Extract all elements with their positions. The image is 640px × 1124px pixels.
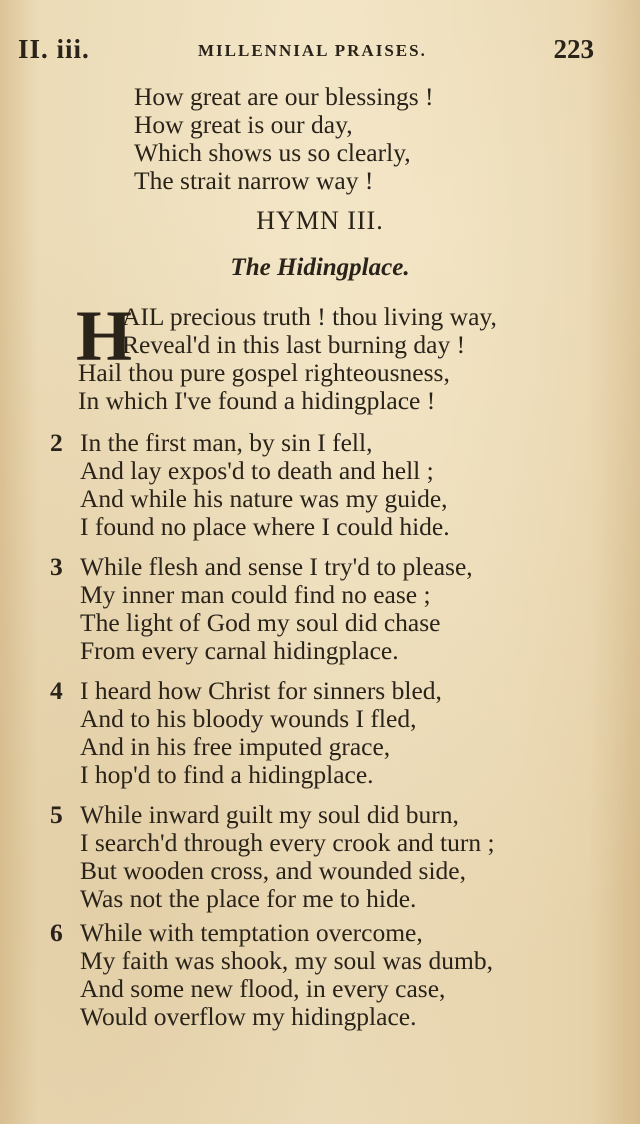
continuation-line: Which shows us so clearly, (134, 138, 411, 167)
drop-cap: H (76, 296, 133, 376)
verse-line: From every carnal hidingplace. (80, 636, 399, 665)
verse-line: Hail thou pure gospel righteousness, (78, 358, 450, 387)
verse-line: Was not the place for me to hide. (80, 884, 417, 913)
page-number: 223 (553, 34, 594, 64)
verse-number: 3 (50, 552, 63, 581)
continuation-line: How great are our blessings ! (134, 82, 434, 111)
verse-line: But wooden cross, and wounded side, (80, 856, 466, 885)
running-header (0, 34, 640, 64)
continuation-line: How great is our day, (134, 110, 353, 139)
verse-number: 6 (50, 918, 63, 947)
verse-line: I heard how Christ for sinners bled, (80, 676, 442, 705)
verse-line: Reveal'd in this last burning day ! (122, 330, 466, 359)
hymn-subtitle: The Hidingplace. (230, 254, 410, 281)
verse-line: AIL precious truth ! thou living way, (122, 302, 497, 331)
verse-line: And to his bloody wounds I fled, (80, 704, 417, 733)
continuation-line: The strait narrow way ! (134, 166, 374, 195)
verse-line: In the first man, by sin I fell, (80, 428, 373, 457)
verse-line: And while his nature was my guide, (80, 484, 448, 513)
verse-line: The light of God my soul did chase (80, 608, 441, 637)
verse-number: 5 (50, 800, 63, 829)
verse-line: While flesh and sense I try'd to please, (80, 552, 473, 581)
verse-line: In which I've found a hidingplace ! (78, 386, 436, 415)
section-marker: II. iii. (18, 34, 90, 64)
book-title: MILLENNIAL PRAISES. (198, 41, 427, 60)
verse-line: And lay expos'd to death and hell ; (80, 456, 434, 485)
verse-line: I found no place where I could hide. (80, 512, 450, 541)
verse-line: While inward guilt my soul did burn, (80, 800, 459, 829)
hymn-title: HYMN III. (256, 206, 384, 235)
verse-line: I search'd through every crook and turn ; (80, 828, 495, 857)
verse-line: And in his free imputed grace, (80, 732, 391, 761)
verse-line: While with temptation overcome, (80, 918, 423, 947)
verse-number: 2 (50, 428, 63, 457)
verse-line: My faith was shook, my soul was dumb, (80, 946, 493, 975)
verse-number: 4 (50, 676, 63, 705)
verse-line: Would overflow my hidingplace. (80, 1002, 417, 1031)
verse-line: My inner man could find no ease ; (80, 580, 431, 609)
verse-line: I hop'd to find a hidingplace. (80, 760, 374, 789)
verse-line: And some new flood, in every case, (80, 974, 446, 1003)
